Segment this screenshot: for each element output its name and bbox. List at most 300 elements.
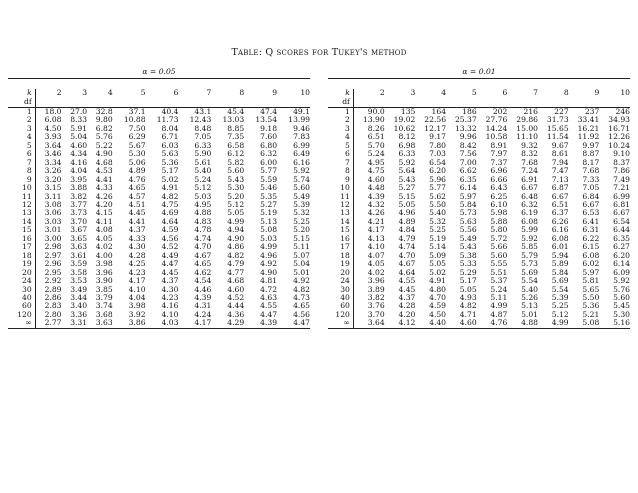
q-value-cell: 5.07 (293, 250, 310, 260)
q-value-cell: 5.88 (490, 216, 508, 226)
q-value-cell: 5.13 (521, 301, 538, 311)
q-value-cell: 4.56 (293, 309, 310, 319)
q-value-cell: 4.62 (194, 267, 212, 277)
q-value-cell: 9.18 (260, 123, 278, 133)
q-value-cell: 4.93 (459, 292, 477, 302)
q-value-cell: 2.92 (44, 276, 62, 286)
q-value-cell: 3.36 (70, 309, 88, 319)
q-value-cell: 5.14 (429, 242, 447, 252)
q-value-cell: 5.55 (490, 259, 508, 269)
q-value-cell: 5.66 (490, 242, 508, 252)
q-value-cell: 5.50 (582, 292, 600, 302)
q-value-cell: 4.48 (367, 183, 385, 193)
q-value-cell: 22.56 (424, 115, 447, 125)
q-value-cell: 4.91 (161, 183, 179, 193)
q-value-cell: 3.26 (44, 166, 62, 176)
q-value-cell: 11.54 (546, 132, 569, 142)
q-value-cell: 5.24 (367, 149, 385, 159)
df-cell: 18 (328, 252, 353, 260)
q-value-cell: 4.92 (293, 276, 310, 286)
df-cell: 17 (8, 243, 35, 251)
q-value-cell: 3.00 (44, 233, 62, 243)
q-value-cell: 4.23 (128, 267, 146, 277)
table-row (8, 319, 310, 328)
q-value-cell: 6.14 (459, 183, 477, 193)
q-value-cell: 4.90 (260, 267, 278, 277)
q-value-cell: 7.47 (551, 166, 569, 176)
q-value-cell: 5.73 (459, 208, 477, 218)
q-value-cell: 4.65 (293, 301, 310, 311)
q-value-cell: 3.34 (44, 157, 62, 167)
q-value-cell: 6.96 (490, 166, 508, 176)
k-header: 6 (502, 88, 508, 98)
df-cell: 30 (8, 286, 35, 294)
q-value-cell: 4.00 (95, 250, 113, 260)
q-value-cell: 4.45 (398, 284, 416, 294)
q-value-cell: 4.76 (490, 318, 508, 328)
q-value-cell: 34.93 (608, 115, 630, 125)
q-value-cell: 47.4 (260, 107, 278, 116)
q-value-cell: 5.63 (161, 149, 179, 159)
q-value-cell: 90.0 (367, 107, 385, 116)
q-value-cell: 4.71 (459, 309, 477, 319)
q-value-cell: 7.68 (521, 157, 538, 167)
q-value-cell: 5.84 (459, 199, 477, 209)
q-value-cell: 8.87 (582, 149, 600, 159)
q-value-cell: 7.49 (613, 174, 630, 184)
q-value-cell: 4.82 (161, 191, 179, 201)
q-value-cell: 3.70 (367, 309, 385, 319)
k-header-row (328, 89, 630, 98)
q-value-cell: 4.33 (95, 183, 113, 193)
q-value-cell: 6.81 (613, 199, 630, 209)
q-value-cell: 5.60 (227, 166, 245, 176)
k-header: 5 (140, 88, 146, 98)
df-cell: 24 (328, 277, 353, 285)
df-cell: 2 (8, 116, 35, 124)
q-value-cell: 2.77 (44, 318, 62, 328)
q-value-cell: 6.29 (128, 132, 146, 142)
q-value-cell: 4.07 (367, 250, 385, 260)
q-value-cell: 3.86 (128, 318, 146, 328)
q-value-cell: 4.63 (260, 292, 278, 302)
q-value-cell: 5.60 (490, 250, 508, 260)
q-value-cell: 5.02 (161, 174, 179, 184)
q-value-cell: 10.88 (123, 115, 146, 125)
q-value-cell: 12.17 (424, 123, 447, 133)
k-label: k (328, 89, 353, 98)
q-value-cell: 4.12 (398, 318, 416, 328)
q-value-cell: 4.47 (293, 318, 310, 328)
df-cell: 1 (8, 108, 35, 117)
q-value-cell: 6.62 (459, 166, 477, 176)
df-cell: 60 (8, 302, 35, 310)
q-value-cell: 3.08 (44, 199, 62, 209)
q-value-cell: 5.97 (582, 267, 600, 277)
q-value-cell: 27.0 (70, 107, 88, 116)
q-value-cell: 8.32 (521, 149, 538, 159)
q-value-cell: 5.03 (194, 191, 212, 201)
q-value-cell: 2.96 (44, 259, 62, 269)
q-value-cell: 3.65 (70, 233, 88, 243)
df-cell: 9 (328, 176, 353, 184)
df-cell: 16 (328, 235, 353, 243)
q-value-cell: 4.88 (521, 318, 538, 328)
q-value-cell: 15.65 (546, 123, 569, 133)
k-label: k (8, 89, 35, 98)
q-value-cell: 4.80 (429, 284, 447, 294)
q-value-cell: 3.93 (44, 132, 62, 142)
q-value-cell: 6.48 (521, 191, 538, 201)
q-value-cell: 7.05 (194, 132, 212, 142)
q-value-cell: 3.68 (95, 309, 113, 319)
q-value-cell: 7.86 (613, 166, 630, 176)
q-value-cell: 5.59 (260, 174, 278, 184)
q-value-cell: 5.25 (293, 216, 310, 226)
q-value-cell: 5.26 (521, 292, 538, 302)
q-value-cell: 3.40 (70, 301, 88, 311)
q-value-cell: 4.45 (128, 208, 146, 218)
q-value-cell: 5.08 (582, 318, 600, 328)
q-value-cell: 5.29 (459, 267, 477, 277)
q-value-cell: 6.87 (551, 183, 569, 193)
q-value-cell: 6.82 (95, 123, 113, 133)
q-value-cell: 13.90 (362, 115, 385, 125)
k-header: 8 (239, 88, 245, 98)
q-value-cell: 3.96 (95, 267, 113, 277)
q-value-cell: 5.97 (459, 191, 477, 201)
q-table-alpha-001 (328, 66, 630, 329)
q-value-cell: 6.00 (260, 157, 278, 167)
q-value-cell: 6.33 (398, 149, 416, 159)
q-value-cell: 4.21 (367, 216, 385, 226)
q-value-cell: 5.08 (260, 225, 278, 235)
q-value-cell: 15.00 (516, 123, 538, 133)
q-value-cell: 5.05 (459, 284, 477, 294)
q-value-cell: 227 (554, 107, 569, 116)
q-value-cell: 4.13 (367, 233, 385, 243)
k-header: 10 (300, 88, 310, 98)
q-value-cell: 5.05 (429, 259, 447, 269)
q-value-cell: 5.02 (429, 267, 447, 277)
q-value-cell: 4.05 (367, 259, 385, 269)
df-cell: 12 (328, 201, 353, 209)
q-value-cell: 8.85 (227, 123, 245, 133)
q-value-cell: 4.89 (398, 216, 416, 226)
df-cell: 8 (328, 167, 353, 175)
q-value-cell: 2.80 (44, 309, 62, 319)
q-value-cell: 5.98 (490, 208, 508, 218)
q-value-cell: 4.34 (70, 149, 88, 159)
q-value-cell: 5.40 (194, 166, 212, 176)
q-value-cell: 5.12 (227, 199, 245, 209)
q-value-cell: 5.11 (293, 242, 310, 252)
q-value-cell: 3.06 (44, 208, 62, 218)
q-value-cell: 6.20 (613, 250, 630, 260)
q-value-cell: 5.19 (260, 208, 278, 218)
q-value-cell: 3.82 (367, 292, 385, 302)
q-value-cell: 4.15 (95, 208, 113, 218)
q-value-cell: 6.67 (521, 183, 538, 193)
q-value-cell: 7.94 (551, 157, 569, 167)
q-value-cell: 8.33 (70, 115, 88, 125)
q-value-cell: 4.10 (128, 284, 146, 294)
q-value-cell: 5.13 (260, 216, 278, 226)
q-value-cell: 8.42 (459, 140, 477, 150)
q-value-cell: 5.40 (521, 284, 538, 294)
q-value-cell: 5.61 (194, 157, 212, 167)
q-value-cell: 5.92 (521, 233, 538, 243)
df-cell: 40 (8, 294, 35, 302)
q-value-cell: 6.08 (582, 250, 600, 260)
q-value-cell: 4.39 (194, 292, 212, 302)
q-value-cell: 4.83 (194, 216, 212, 226)
q-value-cell: 13.54 (255, 115, 278, 125)
q-value-cell: 246 (615, 107, 630, 116)
q-value-cell: 4.68 (227, 276, 245, 286)
q-value-cell: 5.49 (459, 233, 477, 243)
q-value-cell: 3.49 (70, 284, 88, 294)
q-value-cell: 4.30 (161, 284, 179, 294)
q-value-cell: 5.99 (521, 225, 538, 235)
q-value-cell: 4.55 (260, 301, 278, 311)
q-value-cell: 135 (400, 107, 416, 116)
q-value-cell: 6.54 (429, 157, 447, 167)
q-value-cell: 4.70 (429, 292, 447, 302)
q-value-cell: 4.60 (70, 140, 88, 150)
q-value-cell: 6.53 (582, 208, 600, 218)
q-value-cell: 5.82 (227, 157, 245, 167)
q-value-cell: 5.24 (490, 284, 508, 294)
q-value-cell: 2.89 (44, 284, 62, 294)
q-value-cell: 4.08 (95, 225, 113, 235)
q-value-cell: 5.21 (582, 309, 600, 319)
q-value-cell: 6.54 (613, 216, 630, 226)
df-cell: 13 (328, 209, 353, 217)
q-value-cell: 5.92 (613, 276, 630, 286)
q-value-cell: 6.02 (582, 259, 600, 269)
q-value-cell: 4.10 (367, 242, 385, 252)
df-cell: 5 (8, 142, 35, 150)
q-value-cell: 216 (523, 107, 538, 116)
q-value-cell: 5.25 (551, 301, 569, 311)
q-value-cell: 13.32 (454, 123, 477, 133)
q-value-cell: 6.80 (260, 140, 278, 150)
q-value-cell: 4.16 (161, 301, 179, 311)
q-value-cell: 5.06 (128, 157, 146, 167)
q-value-cell: 4.77 (227, 267, 245, 277)
q-value-cell: 7.24 (521, 166, 538, 176)
q-value-cell: 5.22 (95, 140, 113, 150)
q-value-cell: 6.22 (582, 233, 600, 243)
q-value-cell: 6.09 (613, 267, 630, 277)
q-value-cell: 31.73 (546, 115, 569, 125)
df-cell: 16 (8, 235, 35, 243)
k-header: 4 (441, 88, 447, 98)
df-cell: 3 (328, 125, 353, 133)
q-value-cell: 4.95 (194, 199, 212, 209)
q-value-cell: 8.26 (367, 123, 385, 133)
q-value-cell: 6.32 (521, 199, 538, 209)
q-value-cell: 4.24 (194, 309, 212, 319)
k-header: 9 (272, 88, 278, 98)
q-value-cell: 5.49 (293, 191, 310, 201)
q-value-cell: 18.0 (44, 107, 62, 116)
q-value-cell: 4.16 (70, 157, 88, 167)
q-value-cell: 4.53 (95, 166, 113, 176)
q-value-cell: 5.91 (70, 123, 88, 133)
q-value-cell: 202 (492, 107, 508, 116)
q-value-cell: 4.78 (194, 225, 212, 235)
q-value-cell: 4.32 (367, 199, 385, 209)
df-cell: 20 (8, 269, 35, 277)
q-value-cell: 13.99 (288, 115, 310, 125)
df-cell: 19 (328, 260, 353, 268)
q-value-cell: 8.12 (398, 132, 416, 142)
df-cell: 2 (328, 116, 353, 124)
q-value-cell: 3.46 (44, 149, 62, 159)
q-value-cell: 6.41 (582, 216, 600, 226)
q-value-cell: 2.86 (44, 292, 62, 302)
q-value-cell: 186 (462, 107, 477, 116)
q-value-cell: 6.51 (367, 132, 385, 142)
q-value-cell: 4.50 (44, 123, 62, 133)
k-header: 9 (594, 88, 600, 98)
alpha-header-row (8, 66, 310, 79)
q-value-cell: 4.90 (95, 149, 113, 159)
q-value-cell: 10.58 (485, 132, 508, 142)
df-cell: 14 (328, 218, 353, 226)
q-value-cell: 9.10 (613, 149, 630, 159)
q-value-cell: 5.54 (551, 284, 569, 294)
q-value-cell: 5.27 (260, 199, 278, 209)
q-value-cell: 13.03 (222, 115, 245, 125)
df-cell: 14 (8, 218, 35, 226)
q-value-cell: 5.46 (260, 183, 278, 193)
q-value-cell: 9.17 (429, 132, 447, 142)
q-value-cell: 40.4 (161, 107, 179, 116)
q-value-cell: 9.80 (95, 115, 113, 125)
q-value-cell: 4.02 (367, 267, 385, 277)
q-value-cell: 8.04 (161, 123, 179, 133)
page-title: Table: Q scores for Tukey's method (231, 47, 407, 58)
q-value-cell: 4.47 (260, 309, 278, 319)
q-value-cell: 4.76 (128, 174, 146, 184)
q-value-cell: 5.60 (293, 183, 310, 193)
df-cell: 4 (328, 133, 353, 141)
q-value-cell: 8.37 (613, 157, 630, 167)
q-value-cell: 4.69 (161, 208, 179, 218)
q-value-cell: 6.03 (161, 140, 179, 150)
q-value-cell: 6.26 (551, 216, 569, 226)
q-value-cell: 9.96 (459, 132, 477, 142)
q-value-cell: 3.20 (44, 174, 62, 184)
q-value-cell: 4.60 (367, 174, 385, 184)
q-value-cell: 5.19 (429, 233, 447, 243)
q-value-cell: 5.77 (429, 183, 447, 193)
df-cell: 6 (328, 150, 353, 158)
q-value-cell: 7.68 (582, 166, 600, 176)
q-value-cell: 4.49 (161, 250, 179, 260)
q-value-cell: 4.41 (128, 216, 146, 226)
q-value-cell: 3.63 (70, 242, 88, 252)
df-cell: 11 (328, 193, 353, 201)
q-value-cell: 6.84 (582, 191, 600, 201)
q-value-cell: 4.86 (227, 242, 245, 252)
q-value-cell: 6.99 (293, 140, 310, 150)
q-value-cell: 5.38 (459, 250, 477, 260)
q-value-cell: 27.76 (485, 115, 508, 125)
df-cell: 7 (8, 159, 35, 167)
q-value-cell: 5.43 (459, 242, 477, 252)
q-value-cell: 5.50 (429, 199, 447, 209)
q-value-cell: 25.37 (454, 115, 477, 125)
q-value-cell: 7.56 (459, 149, 477, 159)
q-value-cell: 5.54 (521, 276, 538, 286)
q-value-cell: 8.17 (582, 157, 600, 167)
q-value-cell: 164 (431, 107, 447, 116)
q-value-cell: 6.35 (459, 174, 477, 184)
q-value-cell: 6.99 (613, 191, 630, 201)
q-value-cell: 5.85 (521, 242, 538, 252)
q-value-cell: 4.74 (398, 242, 416, 252)
table-body (8, 108, 310, 329)
df-label: df (328, 98, 353, 108)
q-value-cell: 49.1 (293, 107, 310, 116)
q-value-cell: 5.27 (398, 183, 416, 193)
df-cell: 17 (328, 243, 353, 251)
q-value-cell: 9.97 (582, 140, 600, 150)
q-value-cell: 7.13 (551, 174, 569, 184)
q-value-cell: 7.80 (429, 140, 447, 150)
q-value-cell: 5.56 (459, 225, 477, 235)
q-value-cell: 4.37 (161, 276, 179, 286)
q-value-cell: 4.05 (95, 233, 113, 243)
q-value-cell: 4.88 (194, 208, 212, 218)
q-value-cell: 4.45 (161, 267, 179, 277)
q-value-cell: 6.31 (582, 225, 600, 235)
q-value-cell: 5.12 (551, 309, 569, 319)
q-value-cell: 4.82 (293, 284, 310, 294)
df-cell: 8 (8, 167, 35, 175)
q-value-cell: 4.26 (95, 191, 113, 201)
q-value-cell: 6.67 (582, 199, 600, 209)
q-value-cell: 237 (584, 107, 600, 116)
q-value-cell: 4.99 (490, 301, 508, 311)
q-value-cell: 11.92 (577, 132, 600, 142)
q-value-cell: 7.97 (490, 149, 508, 159)
q-value-cell: 4.96 (260, 250, 278, 260)
q-value-cell: 4.23 (161, 292, 179, 302)
q-value-cell: 3.82 (70, 191, 88, 201)
q-value-cell: 4.91 (429, 276, 447, 286)
q-value-cell: 4.89 (128, 166, 146, 176)
q-value-cell: 3.44 (70, 292, 88, 302)
q-value-cell: 7.37 (490, 157, 508, 167)
table-body (328, 108, 630, 329)
q-value-cell: 9.46 (293, 123, 310, 133)
df-cell: 30 (328, 286, 353, 294)
q-value-cell: 4.82 (227, 250, 245, 260)
q-value-cell: 5.05 (227, 208, 245, 218)
q-value-cell: 5.37 (490, 276, 508, 286)
q-value-cell: 3.98 (95, 259, 113, 269)
q-value-cell: 6.58 (227, 140, 245, 150)
q-value-cell: 3.63 (95, 318, 113, 328)
q-value-cell: 4.60 (459, 318, 477, 328)
q-value-cell: 6.01 (551, 242, 569, 252)
q-value-cell: 4.64 (398, 267, 416, 277)
